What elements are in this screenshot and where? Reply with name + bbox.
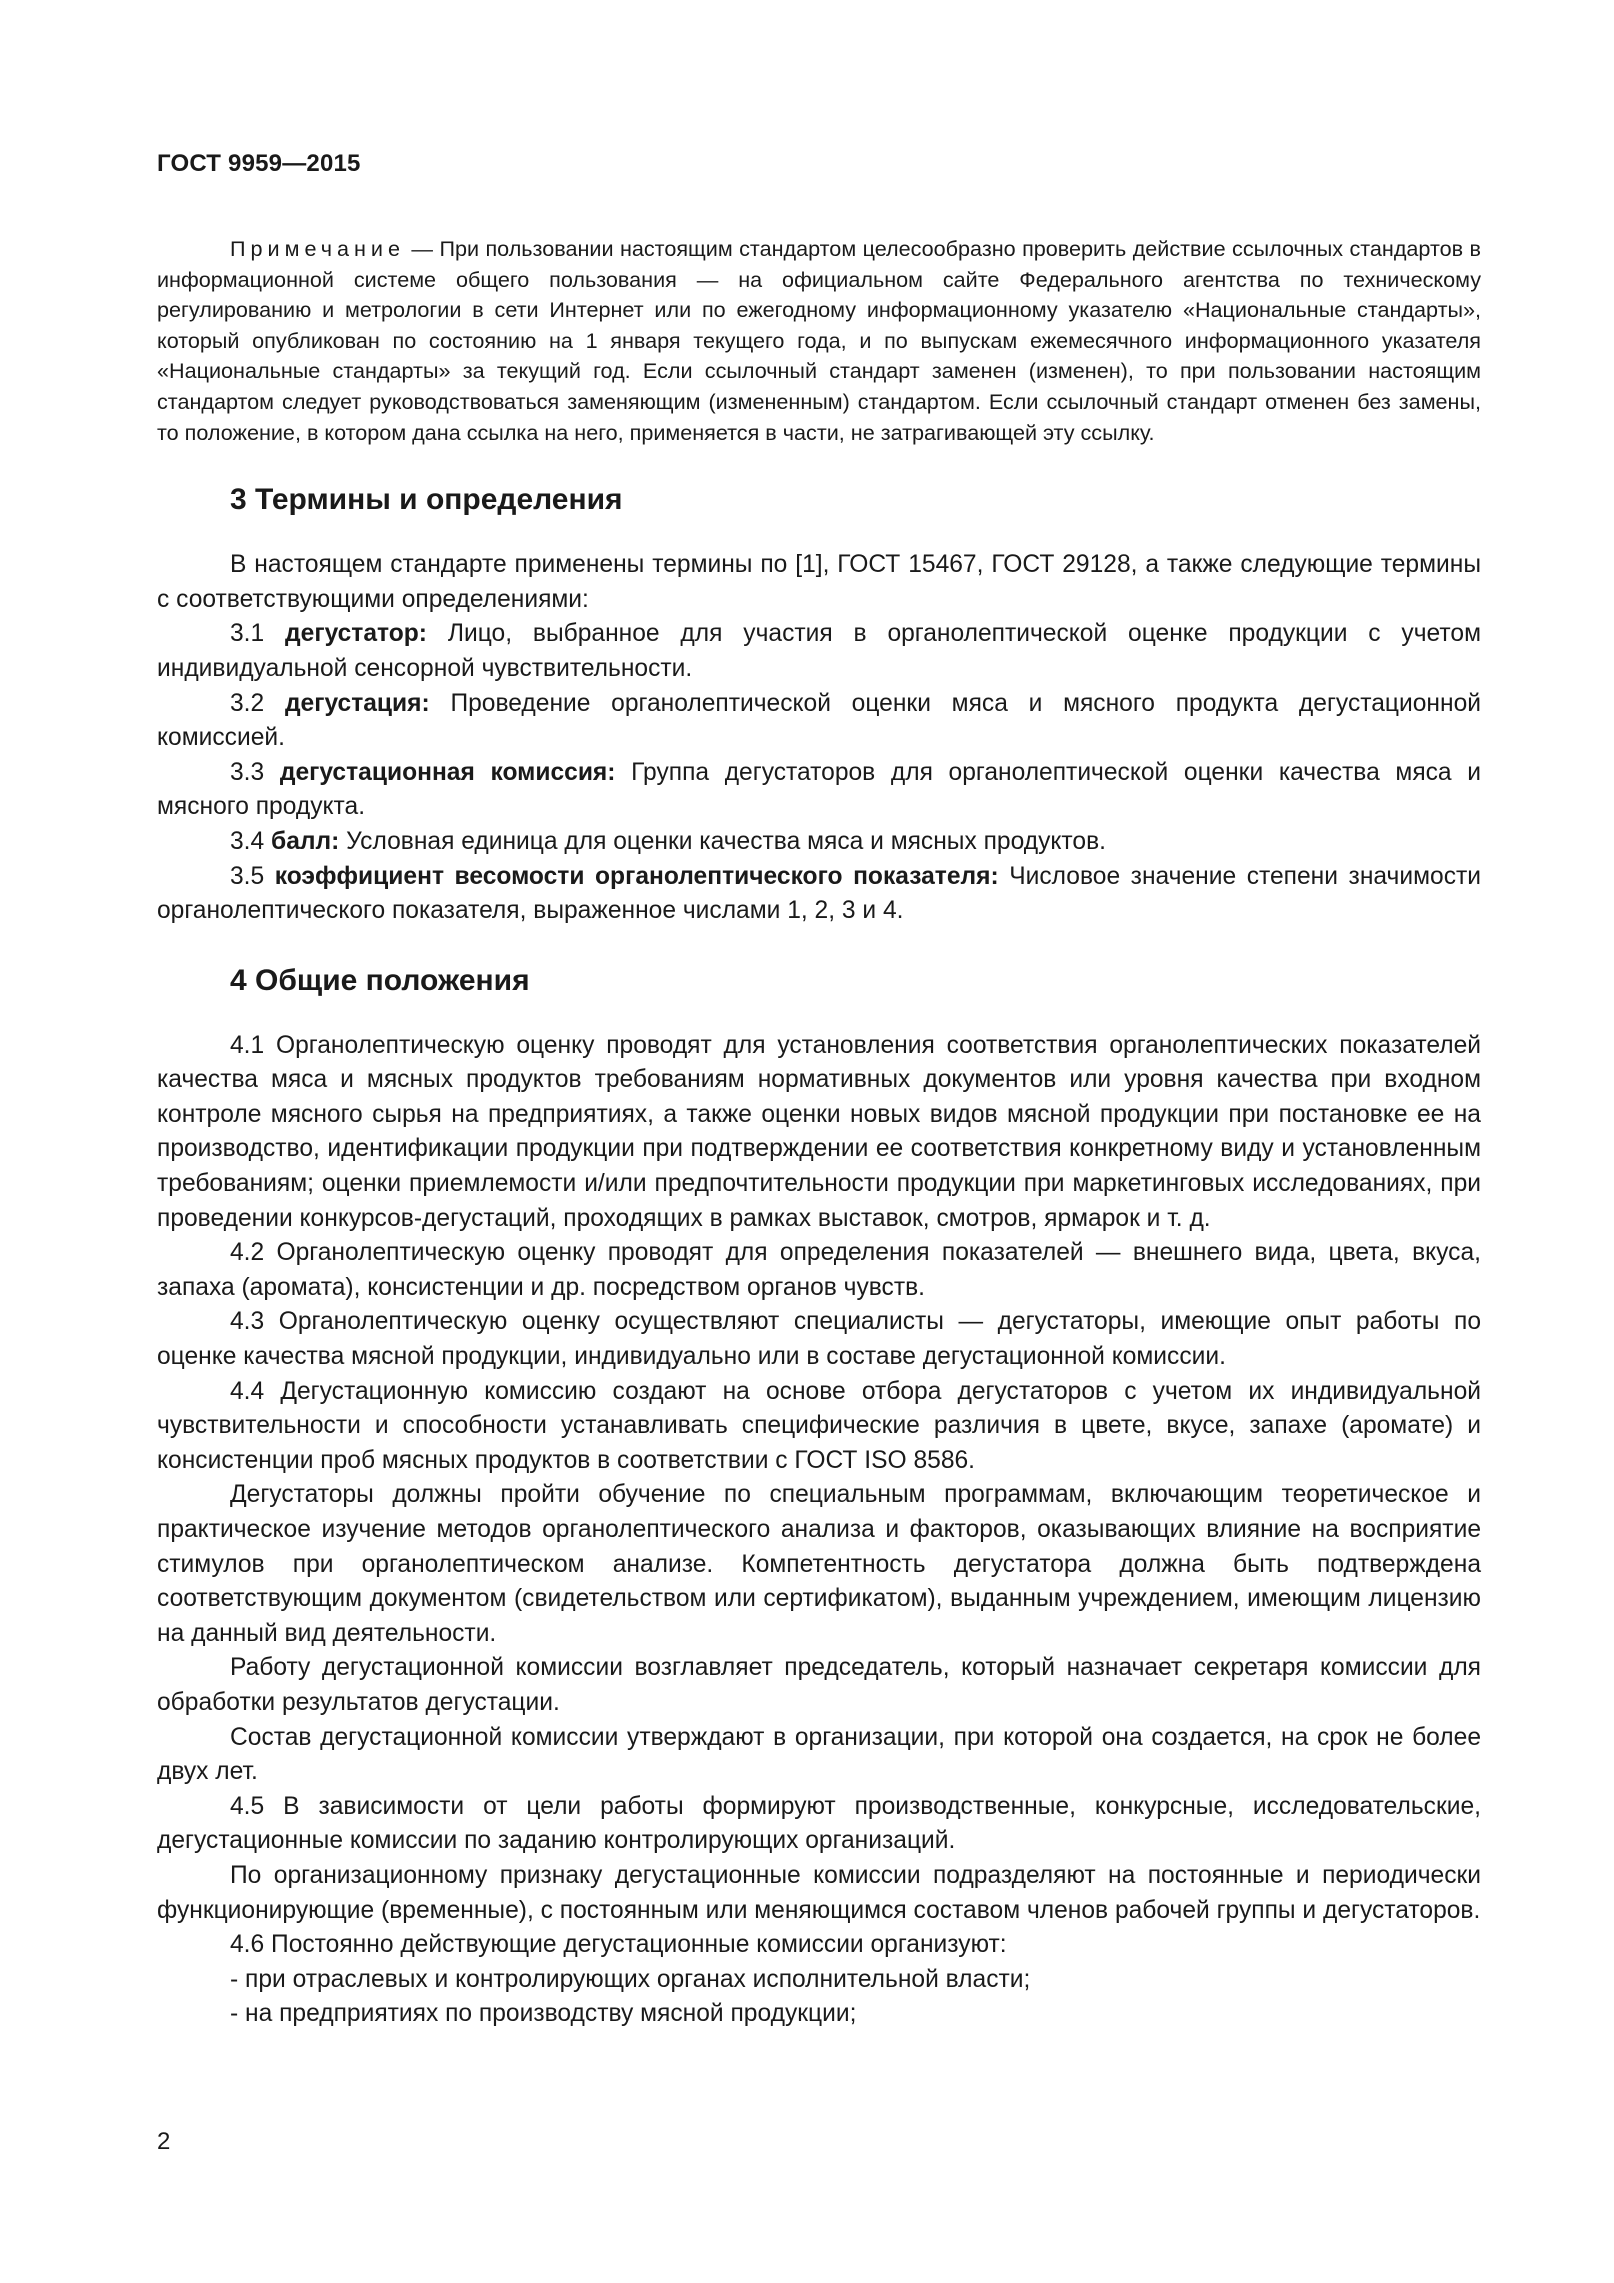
section-4-paragraph: Дегустаторы должны пройти обучение по специальным программам, включающим теоретическое и практическое изучение методов органолептического анализа и факторов, оказывающих влияние на восприятие стимулов при органолептическом анализе. Компетентность дегустатора должна быть подтверждена соответствующим документом (свидетельством или сертификатом), выданным учреждением, имеющим лицензию на данный вид деятельности. <box>157 1481 1481 1647</box>
term-text: Условная единица для оценки качества мяса и мясных продуктов. <box>339 827 1106 855</box>
section-4-paragraph: Работу дегустационной комиссии возглавляет председатель, который назначает секретаря комиссии для обработки результатов дегустации. <box>157 1654 1481 1716</box>
term-name: дегустатор: <box>285 620 427 648</box>
term-name: дегустационная комиссия: <box>279 758 616 786</box>
term-definition <box>157 687 1481 756</box>
page-number: 2 <box>157 2128 171 2155</box>
note-label: Примечание <box>230 236 405 261</box>
document-code: ГОСТ 9959—2015 <box>157 150 361 177</box>
term-number: 3.1 <box>230 620 286 648</box>
term-number: 3.5 <box>230 862 275 890</box>
document-page <box>157 150 1481 2032</box>
term-number: 3.2 <box>230 689 285 717</box>
term-name: коэффициент весомости органолептического показателя: <box>274 862 999 890</box>
section-4-body <box>157 1029 1481 2032</box>
list-item: - на предприятиях по производству мясной продукции; <box>230 2000 857 2028</box>
section-4-paragraph: 4.1 Органолептическую оценку проводят для установления соответствия органолептических показателей качества мяса и мясных продуктов требованиям нормативных документов или уровня качества при входном контроле мясного сырья на предприятиях, а также оценки новых видов мясной продукции при постановке ее на производство, идентификации продукции при подтверждении ее соответствия конкретному виду и установленным требованиям; оценки приемлемости и/или предпочтительности продукции при маркетинговых исследованиях, при проведении конкурсов-дегустаций, проходящих в рамках выставок, смотров, ярмарок и т. д. <box>157 1031 1481 1232</box>
term-definition <box>157 860 1481 929</box>
list-item: - при отраслевых и контролирующих органах исполнительной власти; <box>230 1965 1031 1993</box>
section-4-paragraph: 4.4 Дегустационную комиссию создают на основе отбора дегустаторов с учетом их индивидуальной чувствительности и способности устанавливать специфические различия в цвете, вкусе, запахе (аромате) и консистенции проб мясных продуктов в соответствии с ГОСТ ISO 8586. <box>157 1377 1481 1474</box>
note-text: — При пользовании настоящим стандартом целесообразно проверить действие ссылочных стандартов в информационной системе общего пользования — на официальном сайте Федерального агентства по техническому регулированию и метрологии в сети Интернет или по ежегодному информационному указателю «Национальные стандарты», который опубликован по состоянию на 1 января текущего года, и по выпускам ежемесячного информационного указателя «Национальные стандарты» за текущий год. Если ссылочный стандарт заменен (изменен), то при пользовании настоящим стандартом следует руководствоваться заменяющим (измененным) стандартом. Если ссылочный стандарт отменен без замены, то положение, в котором дана ссылка на него, применяется в части, не затрагивающей эту ссылку. <box>157 236 1481 445</box>
term-number: 3.4 <box>230 827 272 855</box>
section-3-body <box>157 548 1481 929</box>
term-text: Проведение органолептической оценки мяса и мясного продукта дегустационной комиссией. <box>157 689 1481 752</box>
section-4-paragraph: 4.2 Органолептическую оценку проводят для определения показателей — внешнего вида, цвета, вкуса, запаха (аромата), консистенции и др. посредством органов чувств. <box>157 1239 1481 1301</box>
section-4-paragraph: 4.6 Постоянно действующие дегустационные комиссии организуют: <box>230 1931 1007 1959</box>
term-name: дегустация: <box>284 689 430 717</box>
term-definition <box>157 756 1481 825</box>
reference-note <box>157 234 1481 448</box>
term-number: 3.3 <box>230 758 280 786</box>
section-4-paragraph: 4.5 В зависимости от цели работы формируют производственные, конкурсные, исследовательские, дегустационные комиссии по заданию контролирующих организаций. <box>157 1792 1481 1855</box>
note-paragraph <box>157 234 1481 448</box>
term-text: Числовое значение степени значимости органолептического показателя, выраженное числами 1, 2, 3 и 4. <box>157 862 1481 925</box>
term-definition <box>157 617 1481 686</box>
section-4-paragraph: Состав дегустационной комиссии утверждают в организации, при которой она создается, на срок не более двух лет. <box>157 1723 1481 1786</box>
section-4-paragraph: 4.3 Органолептическую оценку осуществляют специалисты — дегустаторы, имеющие опыт работы по оценке качества мясной продукции, индивидуально или в составе дегустационной комиссии. <box>157 1308 1481 1371</box>
section-3-intro: В настоящем стандарте применены термины по [1], ГОСТ 15467, ГОСТ 29128, а также следующие термины с соответствующими определениями: <box>157 551 1481 613</box>
term-text: Лицо, выбранное для участия в органолептической оценке продукции с учетом индивидуальной сенсорной чувствительности. <box>157 620 1481 682</box>
term-text: Группа дегустаторов для органолептической оценки качества мяса и мясного продукта. <box>157 758 1481 821</box>
term-name: балл: <box>271 827 340 855</box>
section-3-title: 3 Термины и определения <box>230 483 623 517</box>
term-definition <box>157 825 1481 860</box>
section-4-paragraph: По организационному признаку дегустационные комиссии подразделяют на постоянные и периодически функционирующие (временные), с постоянным или меняющимся составом членов рабочей группы и дегустаторов. <box>157 1861 1481 1924</box>
section-4-title: 4 Общие положения <box>230 963 530 997</box>
